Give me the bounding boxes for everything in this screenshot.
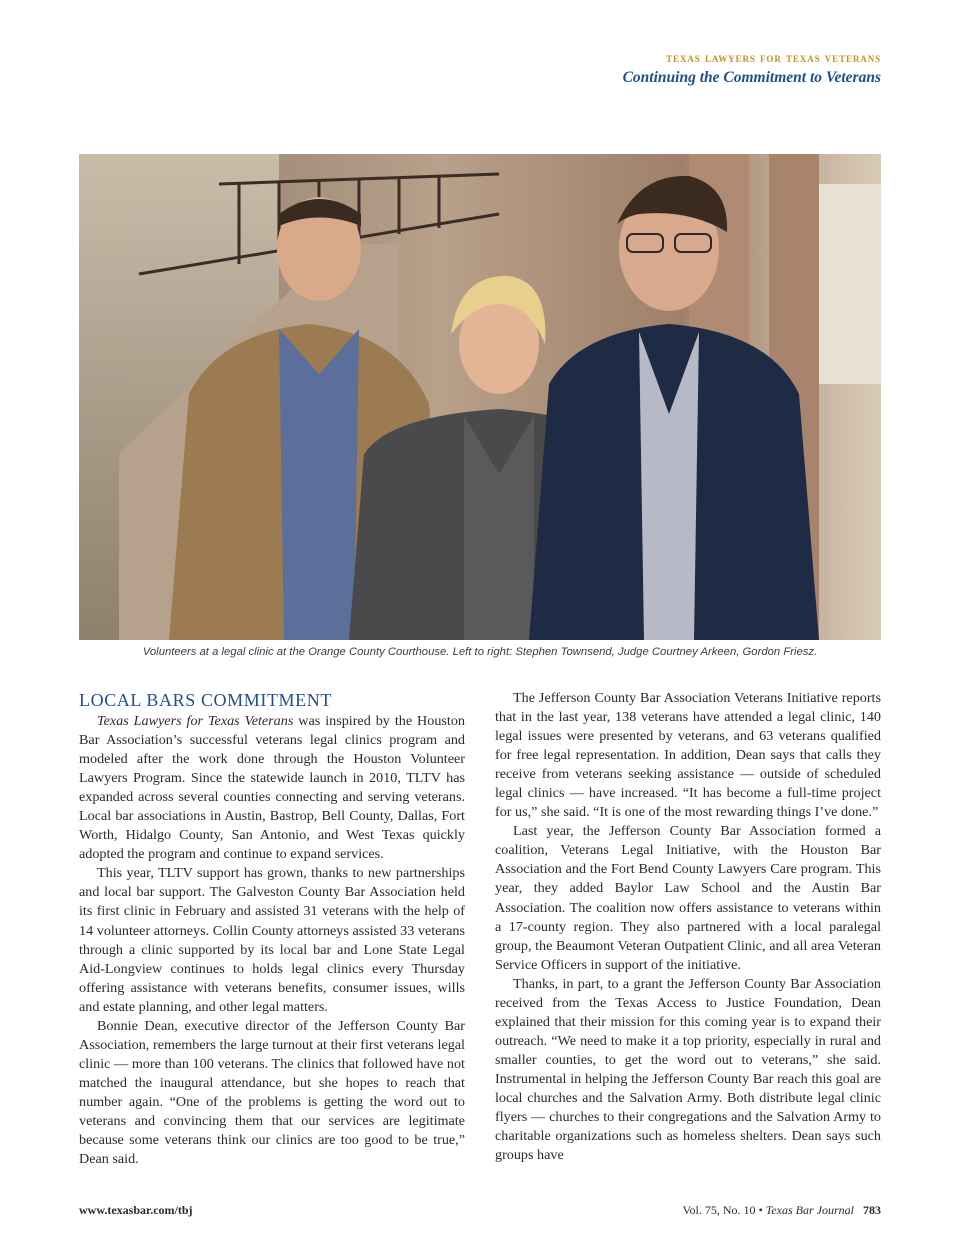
publication-title: Texas Lawyers for Texas Veterans bbox=[97, 713, 294, 729]
footer-url[interactable]: www.texasbar.com/tbj bbox=[79, 1203, 193, 1217]
journal-name: Texas Bar Journal bbox=[765, 1203, 854, 1217]
page-number: 783 bbox=[863, 1203, 881, 1217]
paragraph: Last year, the Jefferson County Bar Association formed a coalition, Veterans Legal Initiative, with the Houston Bar Association and the Fort Bend County Lawyers Care program. This year, they added Baylor Law School and the Austin Bar Association. The coalition now offers assistance to veterans within a 17-county region. They also partnered with a local paralegal group, the Beaumont Veteran Outpatient Clinic, and all area Veteran Service Officers in support of the initiative. bbox=[495, 823, 881, 973]
paragraph: Thanks, in part, to a grant the Jefferson County Bar Association received from the Texas Access to Justice Foundation, Dean explained that their mission for this coming year is to expand their outreach. “We need to make it a top priority, especially in rural and smaller counties, to get the word out to veterans,” she said. Instrumental in helping the Jefferson County Bar reach this goal are local churches and the Salvation Army. Both distribute legal clinic flyers — churches to their congregations and the Salvation Army to charitable organizations such as homeless shelters. Dean says such groups have bbox=[495, 975, 881, 1164]
section-subtitle: Continuing the Commitment to Veterans bbox=[622, 69, 881, 86]
section-kicker: texas lawyers for texas veterans bbox=[666, 50, 881, 65]
section-heading: LOCAL BARS COMMITMENT bbox=[79, 690, 332, 710]
photo-caption: Volunteers at a legal clinic at the Orange County Courthouse. Left to right: Stephen Townsend, Judge Courtney Arkeen, Gordon Friesz. bbox=[142, 646, 818, 658]
paragraph: Bonnie Dean, executive director of the Jefferson County Bar Association, remembers the large turnout at their first veterans legal clinic — more than 100 veterans. The clinics that followed have not matched the inaugural attendance, but she hopes to reach that number again. “One of the problems is getting the word out to veterans and convincing them that our services are legitimate because some veterans think our clinics are too good to be true,” Dean said. bbox=[79, 1017, 465, 1168]
paragraph bbox=[79, 712, 465, 864]
paragraph-text: was inspired by the Houston Bar Association’s successful veterans legal clinics program and modeled after the work done through the Houston Volunteer Lawyers Program. Since the statewide launch in 2010, TLTV has expanded across several counties connecting and serving veterans. Local bar associations in Austin, Bastrop, Bell County, Dallas, Fort Worth, Hidalgo County, San Antonio, and West Texas quickly adopted the program and continue to expand services. bbox=[79, 713, 465, 863]
paragraph: This year, TLTV support has grown, thanks to new partnerships and local bar support. The Galveston County Bar Association held its first clinic in February and assisted 31 veterans with the help of 14 volunteer attorneys. Collin County attorneys assisted 33 veterans through a clinic supported by its local bar and Lone State Legal Aid-Longview continues to holds legal clinics every Thursday offering assistance with veterans benefits, consumer issues, wills and estate planning, and other legal matters. bbox=[79, 865, 465, 1015]
running-header bbox=[623, 50, 881, 87]
bullet-separator: • bbox=[758, 1203, 763, 1217]
photo-illustration bbox=[79, 154, 881, 640]
article-column-right bbox=[495, 689, 881, 1165]
volume-number: Vol. 75, No. 10 bbox=[682, 1203, 756, 1217]
footer-folio bbox=[682, 1203, 881, 1218]
article-column-left bbox=[79, 689, 465, 1169]
paragraph: The Jefferson County Bar Association Veterans Initiative reports that in the last year, 138 veterans have attended a legal clinic, 140 legal issues were presented by veterans, and 63 veterans qualified for free legal representation. In addition, Dean says that calls they receive from veterans seeking assistance — outside of scheduled legal clinics — have increased. “It has become a full-time project for us,” she said. “It is one of the most rewarding things I’ve done.” bbox=[495, 690, 881, 821]
article-photo bbox=[79, 154, 881, 640]
